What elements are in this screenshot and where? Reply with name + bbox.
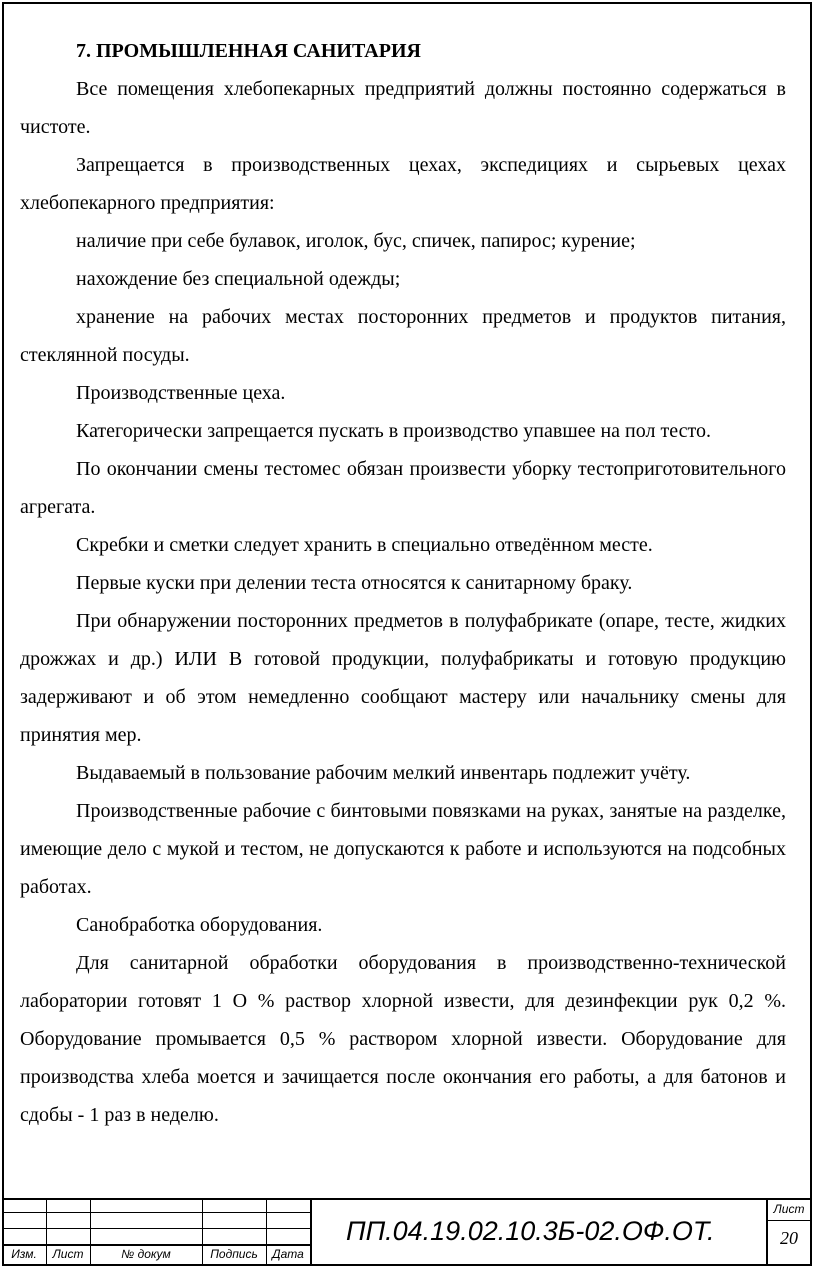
paragraph-15: Для санитарной обработки оборудования в производственно-технической лаборатории готовят 1 О % раствор хлорной извести, для дезинфекции рук 0,2 %. Оборудование промывается 0,5 % раствором хлорной извести. Оборудование для производства хлеба моется и зачищается после окончания его работы, а для батонов и сдобы - 1 раз в неделю.: [20, 952, 786, 1126]
sheet-number: 20: [780, 1228, 798, 1248]
paragraph-10: Первые куски при делении теста относятся к санитарному браку.: [76, 572, 633, 594]
paragraph-12: Выдаваемый в пользование рабочим мелкий инвентарь подлежит учёту.: [76, 762, 691, 784]
paragraph-1: Все помещения хлебопекарных предприятий должны постоянно содержаться в чистоте.: [20, 78, 786, 138]
paragraph-14: Санобработка оборудования.: [76, 914, 323, 936]
paragraph-7: Категорически запрещается пускать в производство упавшее на пол тесто.: [76, 420, 711, 442]
paragraph-9: Скребки и сметки следует хранить в специально отведённом месте.: [76, 534, 653, 556]
title-block-row-line: [2, 1212, 310, 1213]
title-block-row-line: [2, 1228, 310, 1229]
col-label-change: Изм.: [11, 1247, 37, 1261]
paragraph-4: нахождение без специальной одежды;: [76, 268, 401, 290]
col-label-doc-number: № докум: [121, 1247, 171, 1261]
paragraph-5: хранение на рабочих местах посторонних предметов и продуктов питания, стеклянной посуды.: [20, 306, 786, 366]
col-label-signature: Подпись: [210, 1247, 258, 1261]
sheet-label: Лист: [773, 1202, 805, 1216]
section-heading: 7. ПРОМЫШЛЕННАЯ САНИТАРИЯ: [76, 40, 421, 62]
title-block-col-line: [310, 1198, 312, 1266]
paragraph-3: наличие при себе булавок, иголок, бус, спичек, папирос; курение;: [76, 230, 636, 252]
paragraph-11: При обнаружении посторонних предметов в полуфабрикате (опаре, тесте, жидких дрожжах и др.) ИЛИ В готовой продукции, полуфабрикаты и готовую продукцию задерживают и об этом немедленно сообщают мастеру или начальнику смены для принятия мер.: [20, 610, 786, 746]
document-code: ПП.04.19.02.10.3Б-02.ОФ.ОТ.: [346, 1216, 715, 1246]
sheet-cell-divider: [766, 1220, 812, 1221]
paragraph-13: Производственные рабочие с бинтовыми повязками на руках, занятые на разделке, имеющие дело с мукой и тестом, не допускаются к работе и используются на подсобных работах.: [20, 800, 786, 898]
col-label-sheet: Лист: [52, 1247, 84, 1261]
paragraph-2: Запрещается в производственных цехах, экспедициях и сырьевых цехах хлебопекарного предприятия:: [20, 154, 786, 214]
paragraph-6: Производственные цеха.: [76, 382, 286, 404]
title-block: [2, 1198, 812, 1266]
title-block-top-border: [2, 1198, 812, 1200]
col-label-date: Дата: [272, 1247, 304, 1261]
document-body: [20, 32, 786, 1134]
paragraph-8: По окончании смены тестомес обязан произвести уборку тестоприготовительного агрегата.: [20, 458, 786, 518]
